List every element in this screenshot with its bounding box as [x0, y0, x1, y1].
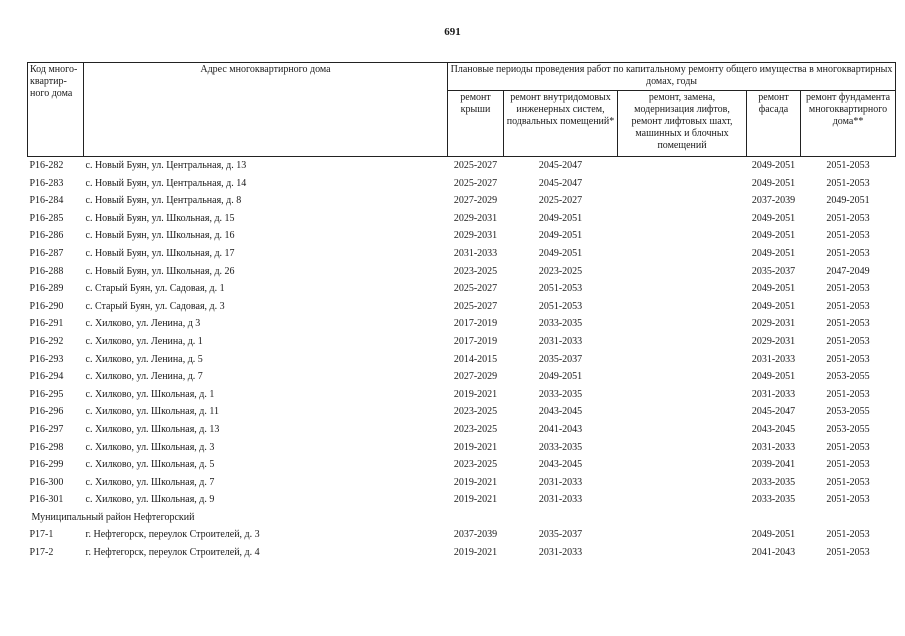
cell-elevators: [618, 386, 747, 404]
header-address: Адрес многоквартирного дома: [84, 63, 448, 157]
cell-elevators: [618, 526, 747, 544]
cell-address: с. Хилково, ул. Школьная, д. 1: [85, 388, 215, 400]
cell-foundation: 2047-2049: [826, 265, 870, 277]
cell-facade: 2049-2051: [751, 371, 796, 383]
cell-roof: 2023-2025: [453, 406, 498, 418]
cell-systems: 2025-2027: [538, 195, 583, 207]
cell-systems: 2045-2047: [538, 160, 583, 171]
cell-address: с. Хилково, ул. Школьная, д. 5: [85, 459, 215, 471]
cell-foundation: 2051-2053: [826, 441, 870, 453]
cell-elevators: [618, 280, 747, 298]
cell-systems: 2031-2033: [538, 335, 583, 347]
cell-elevators: [618, 298, 747, 316]
cell-elevators: [618, 245, 747, 263]
cell-elevators: [618, 210, 747, 228]
repair-schedule-table: [27, 62, 896, 562]
cell-foundation: 2051-2053: [826, 353, 870, 365]
cell-systems: 2031-2033: [538, 547, 583, 559]
cell-roof: 2019-2021: [453, 547, 498, 559]
cell-address: с. Новый Буян, ул. Школьная, д. 15: [85, 212, 235, 224]
cell-foundation: 2051-2053: [826, 300, 870, 312]
cell-address: с. Хилково, ул. Ленина, д. 7: [85, 371, 203, 383]
cell-facade: 2049-2051: [751, 230, 796, 242]
cell-facade: 2049-2051: [751, 283, 796, 295]
header-facade: ремонт фасада: [747, 91, 801, 157]
cell-roof: 2023-2025: [453, 265, 498, 277]
cell-systems: 2033-2035: [538, 388, 583, 400]
cell-roof: 2025-2027: [453, 160, 498, 171]
section-title: Муниципальный район Нефтегорский: [31, 511, 195, 523]
cell-code: P16-293: [29, 353, 64, 365]
table-row: [28, 456, 896, 474]
cell-systems: 2043-2045: [538, 459, 583, 471]
header-elevators: ремонт, замена, модернизация лифтов, ремонт лифтовых шахт, машинных и блочных помещений: [618, 91, 747, 157]
table-row: [28, 403, 896, 421]
table-row: [28, 474, 896, 492]
header-foundation: ремонт фундамента многоквартирного дома**: [801, 91, 896, 157]
cell-roof: 2025-2027: [453, 283, 498, 295]
table-row: [28, 386, 896, 404]
cell-code: P16-291: [29, 318, 64, 330]
cell-foundation: 2053-2055: [826, 371, 870, 383]
cell-address: с. Хилково, ул. Школьная, д. 13: [85, 423, 220, 435]
cell-code: P16-296: [29, 406, 64, 418]
cell-elevators: [618, 351, 747, 369]
cell-roof: 2014-2015: [453, 353, 498, 365]
table-row: [28, 298, 896, 316]
cell-roof: 2019-2021: [453, 494, 498, 506]
table-row: [28, 157, 896, 175]
cell-facade: 2035-2037: [751, 265, 796, 277]
cell-code: P16-299: [29, 459, 64, 471]
cell-code: P16-294: [29, 371, 64, 383]
cell-address: с. Старый Буян, ул. Садовая, д. 3: [85, 300, 225, 312]
cell-roof: 2031-2033: [453, 247, 498, 259]
cell-facade: 2049-2051: [751, 212, 796, 224]
table-row: [28, 368, 896, 386]
cell-systems: 2023-2025: [538, 265, 583, 277]
cell-code: P16-292: [29, 335, 64, 347]
cell-code: P16-289: [29, 283, 64, 295]
cell-elevators: [618, 263, 747, 281]
cell-foundation: 2051-2053: [826, 459, 870, 471]
cell-roof: 2037-2039: [453, 529, 498, 541]
cell-address: с. Хилково, ул. Школьная, д. 11: [85, 406, 220, 418]
cell-systems: 2049-2051: [538, 212, 583, 224]
cell-roof: 2029-2031: [453, 212, 498, 224]
cell-facade: 2031-2033: [751, 353, 796, 365]
cell-foundation: 2051-2053: [826, 335, 870, 347]
cell-foundation: 2051-2053: [826, 247, 870, 259]
cell-systems: 2035-2037: [538, 353, 583, 365]
table-row: [28, 491, 896, 509]
cell-address: г. Нефтегорск, переулок Строителей, д. 3: [85, 529, 260, 541]
cell-address: с. Хилково, ул. Ленина, д. 1: [85, 335, 203, 347]
table-row: [28, 439, 896, 457]
cell-address: с. Новый Буян, ул. Центральная, д. 13: [85, 160, 247, 171]
table-row: [28, 227, 896, 245]
header-systems: ремонт внутридомовых инженерных систем, подвальных помещений*: [504, 91, 618, 157]
cell-facade: 2037-2039: [751, 195, 796, 207]
cell-foundation: 2051-2053: [826, 476, 870, 488]
table-row: [28, 421, 896, 439]
table-row: [28, 351, 896, 369]
cell-foundation: 2051-2053: [826, 177, 870, 189]
cell-systems: 2049-2051: [538, 247, 583, 259]
cell-elevators: [618, 439, 747, 457]
cell-elevators: [618, 192, 747, 210]
cell-address: с. Хилково, ул. Ленина, д. 5: [85, 353, 203, 365]
cell-elevators: [618, 175, 747, 193]
table-row: [28, 245, 896, 263]
cell-elevators: [618, 157, 747, 175]
table-row: [28, 544, 896, 562]
cell-systems: 2051-2053: [538, 283, 583, 295]
cell-roof: 2023-2025: [453, 423, 498, 435]
page-number: 691: [444, 26, 461, 38]
cell-address: г. Нефтегорск, переулок Строителей, д. 4: [85, 547, 260, 559]
cell-code: P17-2: [29, 547, 54, 559]
cell-elevators: [618, 368, 747, 386]
cell-code: P16-285: [29, 212, 64, 224]
table-row: [28, 280, 896, 298]
cell-systems: 2049-2051: [538, 230, 583, 242]
cell-facade: 2029-2031: [751, 335, 796, 347]
cell-roof: 2023-2025: [453, 459, 498, 471]
cell-facade: 2039-2041: [751, 459, 796, 471]
cell-roof: 2025-2027: [453, 300, 498, 312]
cell-foundation: 2051-2053: [826, 388, 870, 400]
cell-roof: 2027-2029: [453, 371, 498, 383]
cell-facade: 2049-2051: [751, 247, 796, 259]
cell-elevators: [618, 421, 747, 439]
cell-elevators: [618, 544, 747, 562]
cell-facade: 2031-2033: [751, 441, 796, 453]
cell-facade: 2029-2031: [751, 318, 796, 330]
cell-foundation: 2051-2053: [826, 230, 870, 242]
cell-foundation: 2051-2053: [826, 283, 870, 295]
cell-roof: 2019-2021: [453, 441, 498, 453]
cell-elevators: [618, 403, 747, 421]
cell-facade: 2043-2045: [751, 423, 796, 435]
cell-address: с. Новый Буян, ул. Школьная, д. 17: [85, 247, 235, 259]
cell-address: с. Хилково, ул. Школьная, д. 3: [85, 441, 215, 453]
cell-systems: 2041-2043: [538, 423, 583, 435]
cell-code: P17-1: [29, 529, 54, 541]
header-periods: Плановые периоды проведения работ по капитальному ремонту общего имущества в многоквартирных домах, годы: [448, 63, 896, 91]
cell-facade: 2031-2033: [751, 388, 796, 400]
cell-facade: 2049-2051: [751, 529, 796, 541]
cell-address: с. Новый Буян, ул. Центральная, д. 14: [85, 177, 247, 189]
cell-code: P16-282: [29, 160, 64, 171]
cell-systems: 2031-2033: [538, 494, 583, 506]
cell-foundation: 2051-2053: [826, 160, 870, 171]
table-row: [28, 315, 896, 333]
cell-foundation: 2051-2053: [826, 529, 870, 541]
cell-address: с. Хилково, ул. Ленина, д 3: [85, 318, 201, 330]
cell-roof: 2017-2019: [453, 335, 498, 347]
cell-code: P16-300: [29, 476, 64, 488]
cell-facade: 2033-2035: [751, 476, 796, 488]
cell-facade: 2041-2043: [751, 547, 796, 559]
cell-address: с. Хилково, ул. Школьная, д. 9: [85, 494, 215, 506]
cell-code: P16-283: [29, 177, 64, 189]
cell-code: P16-298: [29, 441, 64, 453]
cell-systems: 2045-2047: [538, 177, 583, 189]
header-code: Код много-квартир-ного дома: [28, 63, 84, 157]
cell-systems: 2033-2035: [538, 441, 583, 453]
table-row: [28, 333, 896, 351]
cell-facade: 2045-2047: [751, 406, 796, 418]
cell-roof: 2019-2021: [453, 476, 498, 488]
cell-roof: 2029-2031: [453, 230, 498, 242]
cell-foundation: 2049-2051: [826, 195, 870, 207]
cell-elevators: [618, 227, 747, 245]
cell-address: с. Новый Буян, ул. Школьная, д. 26: [85, 265, 235, 277]
cell-systems: 2031-2033: [538, 476, 583, 488]
cell-code: P16-297: [29, 423, 64, 435]
cell-systems: 2049-2051: [538, 371, 583, 383]
table-row: [28, 263, 896, 281]
cell-foundation: 2051-2053: [826, 547, 870, 559]
cell-code: P16-284: [29, 195, 64, 207]
cell-systems: 2035-2037: [538, 529, 583, 541]
header-roof: ремонт крыши: [448, 91, 504, 157]
cell-foundation: 2051-2053: [826, 212, 870, 224]
cell-foundation: 2051-2053: [826, 494, 870, 506]
cell-address: с. Хилково, ул. Школьная, д. 7: [85, 476, 215, 488]
cell-facade: 2033-2035: [751, 494, 796, 506]
cell-roof: 2017-2019: [453, 318, 498, 330]
cell-facade: 2049-2051: [751, 300, 796, 312]
cell-code: P16-301: [29, 494, 64, 506]
cell-systems: 2051-2053: [538, 300, 583, 312]
cell-roof: 2019-2021: [453, 388, 498, 400]
cell-elevators: [618, 474, 747, 492]
cell-address: с. Новый Буян, ул. Центральная, д. 8: [85, 195, 242, 207]
cell-address: с. Старый Буян, ул. Садовая, д. 1: [85, 283, 225, 295]
cell-elevators: [618, 315, 747, 333]
cell-foundation: 2051-2053: [826, 318, 870, 330]
cell-code: P16-295: [29, 388, 64, 400]
cell-facade: 2049-2051: [751, 160, 796, 171]
cell-code: P16-288: [29, 265, 64, 277]
cell-foundation: 2053-2055: [826, 423, 870, 435]
cell-elevators: [618, 491, 747, 509]
cell-systems: 2033-2035: [538, 318, 583, 330]
cell-systems: 2043-2045: [538, 406, 583, 418]
cell-code: P16-286: [29, 230, 64, 242]
cell-elevators: [618, 456, 747, 474]
cell-code: P16-290: [29, 300, 64, 312]
cell-address: с. Новый Буян, ул. Школьная, д. 16: [85, 230, 235, 242]
section-row: [28, 509, 896, 527]
cell-elevators: [618, 333, 747, 351]
table-row: [28, 210, 896, 228]
cell-facade: 2049-2051: [751, 177, 796, 189]
cell-foundation: 2053-2055: [826, 406, 870, 418]
table-row: [28, 192, 896, 210]
table-row: [28, 175, 896, 193]
cell-code: P16-287: [29, 247, 64, 259]
cell-roof: 2027-2029: [453, 195, 498, 207]
table-row: [28, 526, 896, 544]
cell-roof: 2025-2027: [453, 177, 498, 189]
